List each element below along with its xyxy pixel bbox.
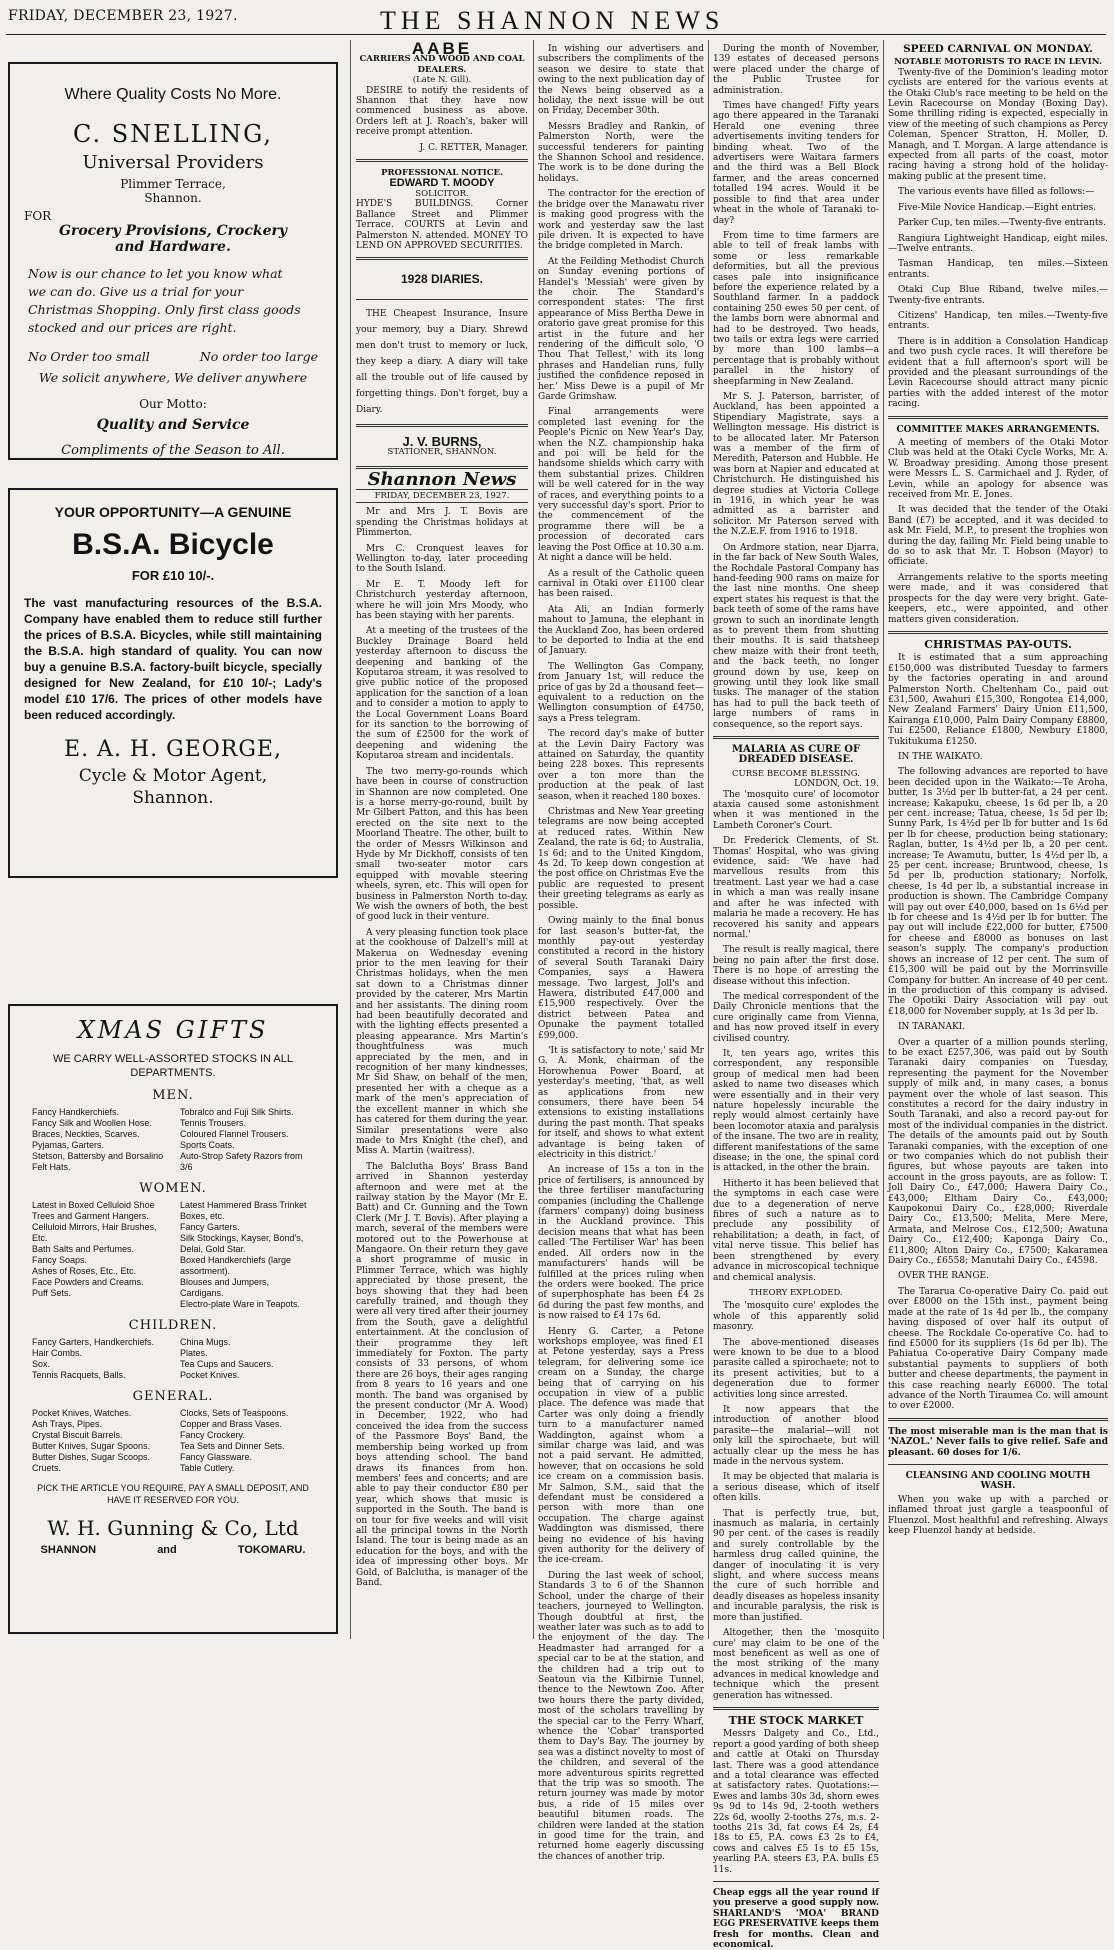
news-paragraph: During the month of November, 139 estates of deceased persons were placed under the charge of the Public Trustee for administration.: [713, 44, 879, 96]
column-2-paragraphs: [356, 507, 528, 1588]
theory-paragraphs: [713, 1301, 879, 1701]
news-paragraph: At the Feilding Methodist Church on Sunday evening portions of Handel's 'Messiah' were given by the choir. The Standard's correspondent states: 'The first appearance of Miss Bertha Dewe in oratorio gave great promise for this artist in the future and her rendering of the difficult solo, 'O Thou That Tellest,' with its long phrases and Handelian runs, fully justified the confidence reposed in her.' Miss Dewe is a pupil of Mr Garde Grimshaw.: [538, 256, 704, 402]
committee-paragraph: It was decided that the tender of the Otaki Band (£7) be accepted, and it was decided to ask Mr. Field, M.P., to present the trophies won during the day, failing Mr. Field being unable to do so to ask that Mr. T. Hobson (Mayor) to officiate.: [888, 505, 1108, 568]
news-paragraph: In wishing our advertisers and subscribers the compliments of the season we desire to state that owing to the next publication day of the News being observed as a holiday, the next issue will be out on Friday, December 30th.: [538, 44, 704, 117]
gift-item: Pyjamas, Garters.: [32, 1140, 105, 1150]
aabe-late: (Late N. Gill).: [412, 75, 472, 86]
news-paragraph: Mr E. T. Moody left for Christchurch yesterday afternoon, where he will join Mrs Moody, who has been staying with her parents.: [356, 579, 528, 621]
gift-item: Cruets.: [32, 1463, 62, 1473]
snelling-goods-1: Grocery Provisions, Crockery: [58, 223, 288, 239]
speed-paragraphs: [888, 68, 1108, 410]
gift-item: Crystal Biscuit Barrels.: [32, 1430, 123, 1440]
committee-paragraphs: [888, 438, 1108, 625]
gift-item: Fancy Handkerchiefs.: [32, 1107, 120, 1117]
malaria-paragraph: The 'mosquito cure' of locomotor ataxia caused some astonishment when it was mentioned in the Lambeth Coroner's Court.: [713, 789, 879, 831]
news-paragraph: Henry G. Carter, a Petone workshops employee, was fined £1 at Petone yesterday, says a Press telegram, for delivering some ice cream on a Sunday, the charge being that of carrying on his occupation in view of a public place. The defence was made that Carter was only doing a friendly turn to a manufacturer named Waddington, against whom a similar charge was laid, and was not a paid servant. He admitted, however, that on occasions he sold ice cream on a commission basis. Mr Salmon, S.M., said that the defendant must be considered a person with more than one occupation. The charge against Waddington was dismissed, there being no evidence of his having given authority for the delivery of the ice-cream.: [538, 1326, 704, 1566]
column-4-paragraphs: [713, 44, 879, 730]
gift-item: Plates.: [180, 1348, 208, 1358]
gift-item: Fancy Crockery.: [180, 1430, 245, 1440]
gift-section-list: [10, 1337, 336, 1381]
speed-headline: SPEED CARNIVAL ON MONDAY.: [903, 43, 1093, 55]
gift-item: Tea Sets and Dinner Sets.: [180, 1441, 285, 1451]
news-paragraph: The Balclutha Boys' Brass Band arrived in Shannon yesterday afternoon and were met at the railway station by the Mayor (Mr E. Batt) and Cr. Gunning and the Town Clerk (Mr J. T. Bovis). After playing a march, several of the members were motored out to the Powerhouse at Mangaore. On their return they gave a short programme of music in Plimmer Terrace, which was highly appreciated by those present, the boys showing that they had been carefully trained, and though they were all very tired after their journey from the South, gave a delightful entertainment. At the conclusion of their programme they left immediately for Foxton. The party consists of 33 persons, of whom there are 26 boys, their ages ranging from 8 years to 16 years and one month. The band was organised by the present conductor (Mr A. Wood) in December, 1922, who had conceived the idea from the success of the Passmore Boys' Band, the membership being worked up from boys attending school. The band draws its finances from hon. members' fees and concerts; and are able to pay their conductor £80 per year, which shows that music is supported in the South. The band is on tour for five weeks and will visit all the principal towns in the North Island. The tour is being made as an education for the boys, and with the idea of impressing other boys. Mr Gold, of Balclutha, is manager of the Band.: [356, 1161, 528, 1588]
bsa-agent: E. A. H. GEORGE,: [64, 737, 282, 762]
snelling-pitch-line: Now is our chance to let you know what: [28, 266, 283, 281]
news-paragraph: A very pleasing function took place at the cookhouse of Dalzell's mill at Makerua on Wednesday evening prior to the men leaving for their Christmas holidays, when the men sat down to a Christmas dinner provided by the caterer, Mrs Martin and her assistants. The dining room had been beautifully decorated and with the lighting effects presented a pleasing appearance. Mrs Martin's thoughtfulness was much appreciated by the men, and in recognition of her many kindnesses, Mr Sid Shaw, on behalf of the men, presented her with a cheque as a mark of the men's appreciation of the excellent manner in which she has catered for them during the year. Similar presentations were also made to Mrs Knight (the chef), and Miss A. Martin (waitress).: [356, 927, 528, 1157]
snelling-name: C. SNELLING,: [72, 120, 274, 148]
gift-item: Bath Salts and Perfumes.: [32, 1244, 135, 1254]
snelling-address-2: Shannon.: [144, 191, 202, 205]
payouts-paragraph: The Tararua Co-operative Dairy Co. paid out over £8000 on the 15th inst., payment being made at the rate of 1s 4d per lb., the company having disposed of over half its output of cheese. The Rockdale Co-operative Co. had to find £5000 for its suppliers (1s 6d per lb). The Pahiatua Co-operative Dairy Company made substantial payments to suppliers of both butter and cheese departments, the payment in this case reaching nearly £6000. The total advance of the North Tiraumea Co. will amount to over £2000.: [888, 1286, 1108, 1412]
xmas-title: XMAS GIFTS: [77, 1016, 269, 1044]
gift-item: Hair Combs.: [32, 1348, 83, 1358]
speed-paragraph: Five-Mile Novice Handicap.—Eight entries.: [898, 202, 1097, 213]
column-2: [356, 39, 528, 1634]
burns-role: STATIONER, SHANNON.: [387, 447, 497, 458]
speed-paragraph: Parker Cup, ten miles.—Twenty-five entrants.: [898, 218, 1106, 229]
gift-item: Table Cutlery.: [180, 1463, 235, 1473]
snelling-goods-2: and Hardware.: [115, 239, 231, 255]
gift-item: Latest Hammered Brass Trinket Boxes, etc.: [180, 1200, 307, 1221]
payouts-headline: CHRISTMAS PAY-OUTS.: [924, 637, 1072, 651]
news-paragraph: Owing mainly to the final bonus for last season's butter-fat, the monthly pay-out yesterday constituted a record in the history of several South Taranaki Dairy Companies, says a Hawera message. Two largest, Joll's and Hawera, distributed £47,000 and £15,900 respectively. Over the district between Patea and Opunake the payment totalled £99,000.: [538, 916, 704, 1041]
payouts-paragraph: It is estimated that a sum approaching £150,000 was distributed Tuesday to farmers by the factories operating in and around Palmerston North. Cheltenham Co., paid out £31,500, Awahuri £15,300, Rongotea £14,000, New Zealand Farmers' Dairy Union £11,500, Kairanga £10,000, Palm Dairy Company £8800, Tui £2500, Reliance £1800, Newbury £1800, Tukitukuma £1250.: [888, 653, 1108, 747]
snelling-pitch-line: stocked and our prices are right.: [28, 320, 237, 335]
gift-item: Puff Sets.: [32, 1288, 71, 1298]
news-paragraph: Messrs Bradley and Rankin, of Palmerston North, were the successful tenderers for painting the Shannon School and residence. The work is to be done during the holidays.: [538, 121, 704, 184]
gift-item: Sox.: [32, 1359, 51, 1369]
payouts-paragraph: Over a quarter of a million pounds sterling, to be exact £257,306, was paid out by South Taranaki dairy companies on Tuesday, representing the payment for the November supply of milk and, in many cases, a bonus payment over the whole of last season. This constitutes a record for the dairy industry in South Taranaki, and also a record pay-out for most of the individual companies in the district. The details of the amounts paid out by South Taranaki companies, with the exception of one or two companies which do not publish their figures, but whose payouts are taken into account in the gross payouts, are as follow: T. Joll Dairy Co., £47,000; Hawera Dairy Co., £43,000; Eltham Dairy Co., £43,000; Kaupokonui Dairy Co., £28,000; Riverdale Dairy Co., £13,500; Melita, Mere Mere, Armata, and Melrose Cos., £12,500; Awatuna Dairy Co., £12,400; Kaponga Dairy Co., £11,800; Alton Dairy Co., £7500; Kakaramea Dairy Co., £6558; Manutahi Dairy Co., £4598.: [888, 1037, 1108, 1267]
snelling-solicit: We solicit anywhere, We deliver anywhere: [38, 370, 308, 385]
speed-paragraph: The various events have filled as follows:—: [898, 187, 1095, 198]
malaria-subhead: CURSE BECOME BLESSING.: [732, 768, 860, 779]
news-paragraph: 'It is satisfactory to note,' said Mr G. A. Monk, chairman of the Horowhenua Power Board, at yesterday's meeting, 'that, as well as applications from new consumers, there have been 54 extensions to existing installations during the past month. That speaks for itself, and shows to what extent advantage is being taken of electricity in this district.': [538, 1045, 704, 1161]
gift-section-list: [10, 1107, 336, 1173]
gift-item: Fancy Soaps.: [32, 1255, 88, 1265]
news-paragraph: Final arrangements were completed last evening for the People's Picnic on New Year's Day, when the N.Z. championship haka and poi will be held for the handsome shields which carry with them substantial prizes. Children will be well catered for in the way of races, and everything points to a very successful day's sport. Prior to the commencement of the programme there will be a procession of decorated cars leaving the Post Office at 10.30 a.m. At night a dance will be held.: [538, 407, 704, 564]
gift-item: Pocket Knives.: [180, 1370, 240, 1380]
gift-section-list: [10, 1200, 336, 1310]
bsa-price: FOR £10 10/-.: [131, 568, 215, 583]
xmas-gifts-advert: [8, 1004, 338, 1634]
gift-item: Braces, Neckties, Scarves.: [32, 1129, 140, 1139]
news-paragraph: An increase of 15s a ton in the price of fertilisers, is announced by the three fertiliser manufacturing companies (including the Challenge (farmers' company) doing business in the Auckland province. This decision means that what has been called 'The Fertiliser War' has been ended. All orders now in the manufacturers' hands will be fulfilled at the prices ruling when the orders were booked. The price of superphosphate has been £4 2s 6d during the past few months, and is now raised to £4 17s 6d.: [538, 1165, 704, 1322]
payouts-paragraph: IN TARANAKI.: [898, 1022, 966, 1033]
xmas-town-2: TOKOMARU.: [237, 1544, 306, 1556]
bsa-opportunity: YOUR OPPORTUNITY—A GENUINE: [54, 504, 292, 520]
gift-item: Fancy Garters, Handkerchiefs.: [32, 1337, 155, 1347]
payouts-paragraph: IN THE WAIKATO.: [898, 751, 983, 762]
column-5: [888, 44, 1108, 1634]
theory-paragraph: That is perfectly true, but, inasmuch as malaria, in certainly 90 per cent. of the cases is readily and surely controllable by the harmless drug called quinine, the danger of inoculating it is very slight, and where success means the cure of such horrible and deadly diseases as hopeless insanity and incurable paralysis, the risk is more than justified.: [713, 1508, 879, 1623]
gift-item: Silk Stockings, Kayser, Bond's, Delai, Gold Star.: [180, 1233, 304, 1254]
snelling-pitch-line: Christmas Shopping. Only first class goods: [28, 302, 301, 317]
bsa-role: Cycle & Motor Agent,: [78, 766, 268, 786]
snelling-orders: [10, 337, 336, 364]
news-paragraph: Christmas and New Year greeting telegrams are now being accepted at reduced rates. Within New Zealand, the rate is 6d; to Australia, 1s 6d; and to the United Kingdom, 4s 2d. To keep down congestion at the post office on Christmas Eve the public are requested to present their greeting telegrams as early as possible.: [538, 807, 704, 911]
malaria-paragraph: Dr. Frederick Clements, of St. Thomas' Hospital, who was giving evidence, said: 'We have had marvellous results from this treatment. Last year we had a case in which a man was really insane and after he was infected with malaria he made a recovery. He has recovered his sanity and appears normal.': [713, 836, 879, 940]
snelling-motto-label: Our Motto:: [139, 397, 207, 411]
malaria-paragraph: It, ten years ago, writes this correspondent, any responsible group of medical men had been asked to name two diseases which were essentially and in their very nature hopelessly incurable the reply would almost certainly have been locomotor ataxia and paralysis of the insane. The two are in reality, different manifestations of the same disease; in the one, the spinal cord is attacked, in the other the brain.: [713, 1048, 879, 1174]
payouts-paragraphs: [888, 653, 1108, 1411]
news-paragraph: The two merry-go-rounds which have been in course of construction in Shannon are now completed. One is a horse merry-go-round, built by Mr Gilbert Patton, and this has been erected on the site next to the Moorland Theatre. The other, built to the order of Messrs Wilkinson and Hyde by Mr Dickhoff, consists of ten small two-seater motor cars equipped with movable steering wheels, syren, etc. This will open for business in Palmerston North to-day. We wish the owners of both, the best of good luck in their venture.: [356, 766, 528, 923]
snelling-tagline: Where Quality Costs No More.: [64, 86, 282, 103]
egg-advert: Cheap eggs all the year round if you preserve a good supply now. SHARLAND'S 'MOA' BRAND EGG PRESERVATIVE keeps them fresh for months. Clean and economical.: [713, 1888, 879, 1950]
news-paragraph: At a meeting of the trustees of the Buckley Drainage Board held yesterday afternoon to discuss the deepening and banking of the Koputaroa stream, it was resolved to give public notice of the proposed application for the sanction of a loan and to consider a motion to apply to the Local Government Loans Board for its sanction to the borrowing of the sum of £2500 for the work of deepening and widening the Koputaroa stream and incidentals.: [356, 626, 528, 762]
diaries-title: 1928 DIARIES.: [400, 272, 484, 287]
speed-paragraph: Citizens' Handicap, ten miles.—Twenty-five entrants.: [888, 310, 1108, 332]
news-paragraph: Times have changed! Fifty years ago there appeared in the Taranaki Herald one evening three advertisements inviting tenders for binding wheat. Two of the advertisers were Waitara farmers and the third was a Bell Block farmer, and the areas concerned totalled 194 acres. Would it be possible to find that area under wheat in the whole of Taranaki to-day?: [713, 101, 879, 226]
gift-item: Fancy Glassware.: [180, 1452, 253, 1462]
xmas-sections: [10, 1088, 336, 1474]
snelling-pitch: [10, 255, 336, 337]
diaries-body: THE Cheapest Insurance, Insure your memory, buy a Diary. Shrewd men don't trust to memory or luck, they keep a diary. A diary will take all the trouble out of life caused by forgetting things. Don't forget, buy a Diary.: [356, 308, 528, 415]
gift-item: Face Powders and Creams.: [32, 1277, 144, 1287]
news-paragraph: On Ardmore station, near Djarra, in the far back of New South Wales, the Rochdale Pastoral Company has hand-feeding 900 rams on maize for the last nine months. One sheep expert states his request is that the back teeth of some of the rams have grown to such an inordinate length as to prevent them from shutting their mouths. It is said thatsheep chew maize with their front teeth, and the back teeth, no longer ground down by use, keep on growing until they look like small tusks. The manager of the station has had to pull the back teeth of large numbers of rams in consequence, so the report says.: [713, 542, 879, 730]
moody-body: HYDE'S BUILDINGS. Corner Ballance Street and Plimmer Terrace. COURTS at Levin and Palmerston N. attended. MONEY TO LEND ON APPROVED SECURITIES.: [356, 199, 528, 251]
committee-paragraph: Arrangements relative to the sports meeting were made, and it was considered that prospects for the day were very bright. Gate-keepers, etc., were appointed, and other matters given consideration.: [888, 572, 1108, 625]
column-4: [713, 44, 879, 1950]
gift-item: Tennis Trousers.: [180, 1118, 247, 1128]
bsa-product: B.S.A. Bicycle: [72, 528, 274, 561]
xmas-stock: WE CARRY WELL-ASSORTED STOCKS IN ALL DEPARTMENTS.: [52, 1053, 294, 1079]
theory-paragraph: It now appears that the introduction of another blood parasite—the malarial—will not only kill the spirochaete, but will actually clear up the mess he has made in the nervous system.: [713, 1404, 879, 1467]
gift-item: Coloured Flannel Trousers.: [180, 1129, 289, 1139]
xmas-town-1: SHANNON: [40, 1544, 97, 1556]
gift-item: Tobralco and Fuji Silk Shirts.: [180, 1107, 294, 1117]
column-rule: [708, 40, 709, 1639]
gift-section-heading: MEN.: [152, 1088, 194, 1103]
stock-market-headline: THE STOCK MARKET: [728, 1713, 864, 1727]
malaria-headline: MALARIA AS CURE OF DREADED DISEASE.: [731, 744, 861, 766]
masthead-rule: [6, 34, 1106, 35]
aabe-title: AABE: [411, 39, 473, 58]
snelling-pitch-line: we can do. Give us a trial for your: [28, 284, 244, 299]
news-paragraph: Ata Ali, an Indian formerly mahout to Jamuna, the elephant in the Auckland Zoo, has been ordered to be deported to India at the end of January.: [538, 604, 704, 657]
gift-item: Butter Knives, Sugar Spoons.: [32, 1441, 151, 1451]
paper-title: Shannon News: [367, 468, 517, 490]
column-rule: [533, 40, 534, 1639]
theory-headline: THEORY EXPLODED.: [749, 1287, 843, 1298]
speed-paragraph: Twenty-five of the Dominion's leading motor cyclists are entered for the various events at the Otaki Club's race meeting to be held on the Levin Racecourse on Monday (Boxing Day). Some thrilling riding is expected, especially in view of the meeting of such champions as Percy Coleman, Spencer Stratton, H. Moller, D. Managh, and T. Morgan. A large attendance is expected from all parts of the coast, motor racing having a strong hold of the holiday-making public at the present time.: [888, 67, 1108, 182]
snelling-motto: Quality and Service: [96, 417, 250, 433]
gift-item: Fancy Silk and Woollen Hose.: [32, 1118, 152, 1128]
xmas-firm: W. H. Gunning & Co, Ltd: [47, 1516, 299, 1540]
gift-item: Latest in Boxed Celluloid Shoe Trees and Garment Hangers.: [32, 1200, 155, 1221]
column-rule: [883, 40, 884, 1639]
fluenzol-headline: CLEANSING AND COOLING MOUTH WASH.: [905, 1470, 1091, 1492]
gift-item: Celluloid Mirrors, Hair Brushes, Etc.: [32, 1222, 157, 1243]
malaria-dateline: LONDON, Oct. 19.: [794, 779, 879, 790]
snelling-address-1: Plimmer Terrace,: [120, 177, 226, 191]
theory-paragraph: Altogether, then the 'mosquito cure' may claim to be one of the most beneficent as well as one of the most striking of the many advances in medical knowledge and technique which the present generation has witnessed.: [713, 1628, 879, 1701]
gift-item: Sports Coats.: [180, 1140, 235, 1150]
xmas-and: and: [157, 1544, 177, 1556]
gift-item: Fancy Garters.: [180, 1222, 240, 1232]
gift-item: Ash Trays, Pipes.: [32, 1419, 103, 1429]
speed-paragraph: Otaki Cup Blue Riband, twelve miles.—Twenty-five entrants.: [888, 285, 1108, 306]
aabe-body: DESIRE to notify the residents of Shannon that they have now commenced business as above. Orders left at J. Roach's, baker will receive prompt attention.: [356, 85, 528, 138]
xmas-towns: [10, 1544, 336, 1556]
malaria-paragraph: The result is really magical, there being no pain after the first dose. There is no hope of arresting the disease without this infection.: [713, 945, 879, 987]
aabe-sign: J. C. RETTER, Manager.: [419, 142, 528, 153]
snelling-compliments: Compliments of the Season to All.: [61, 443, 285, 458]
gift-item: Ashes of Roses, Etc., Etc.: [32, 1266, 137, 1276]
theory-paragraph: It may be objected that malaria is a serious disease, which of itself often kills.: [713, 1472, 879, 1504]
gift-item: Boxed Handkerchiefs (large assortment).: [180, 1255, 292, 1276]
gift-item: Stetson, Battersby and Borsalino Felt Hats.: [32, 1151, 164, 1172]
news-paragraph: As a result of the Catholic queen carnival in Otaki over £1100 clear has been raised.: [538, 568, 704, 600]
stock-market-body: Messrs Dalgety and Co., Ltd., report a good yarding of both sheep and cattle at Otaki on Thursday last. There was a good attendance and a total clearance was effected at satisfactory rates. Quotations:—Ewes and lambs 30s 3d, shorn ewes 9s 9d to 14s 9d, 2-tooth wethers 22s 6d, woolly 2-tooths 27s, m.s. 2-tooths 21s 3d, fat cows £4 2s, £4 18s to £5, P.A. cows £3 2s to £4, cows and calves £5 1s to £5 15s, yearling P.A. steers £3, P.A. bulls £5 11s.: [713, 1729, 879, 1875]
bsa-town: Shannon.: [132, 788, 214, 808]
news-paragraph: The Wellington Gas Company, from January 1st, will reduce the price of gas by 2d a thousand feet—equivalent to a reduction on the Wellington consumption of £4750, says a Press telegram.: [538, 661, 704, 724]
column-3-paragraphs: [538, 44, 704, 1862]
snelling-order-large: No order too large: [199, 349, 318, 364]
snelling-order-small: No Order too small: [28, 349, 150, 364]
speed-paragraph: Rangiura Lightweight Handicap, eight miles.—Twelve entrants.: [888, 233, 1108, 254]
news-paragraph: The contractor for the erection of the bridge over the Manawatu river is making good progress with the work and yesterday saw the last pile driven. It is expected to have the bridge completed in March.: [538, 189, 704, 252]
committee-headline: COMMITTEE MAKES ARRANGEMENTS.: [896, 424, 1100, 435]
gift-item: Copper and Brass Vases.: [180, 1419, 282, 1429]
theory-paragraph: The above-mentioned diseases were known to be due to a blood parasite called a spirochaete; not to its present activities, but to a degeneration due to former activities long since arrested.: [713, 1337, 879, 1400]
news-paragraph: The record day's make of butter at the Levin Dairy Factory was attained on Saturday, the quantity being 228 boxes. This represents over a ton more than the production at the peak of last season, when it reached 180 boxes.: [538, 729, 704, 802]
moody-name: EDWARD T. MOODY: [389, 177, 495, 190]
speed-subhead: NOTABLE MOTORISTS TO RACE IN LEVIN.: [894, 57, 1102, 68]
gift-section-heading: CHILDREN.: [128, 1318, 218, 1333]
news-paragraph: Mr S. J. Paterson, barrister, of Auckland, has been appointed a Stipendiary Magistrate, says a Wellington message. His district is to be allocated later. Mr Paterson was a member of the firm of Meredith, Paterson and Hubble. He was born at Napier and educated at Christchurch. He distinguished his degree studies at Victoria College in 1916, in which year he was admitted as a barrister and solicitor. Mr Paterson served with the N.Z.E.F. from 1916 to 1918.: [713, 392, 879, 538]
malaria-paragraph: The medical correspondent of the Daily Chronicle mentions that the cure originally came from Vienna, and has now proved itself in every civilised country.: [713, 991, 879, 1044]
nazol-advert: The most miserable man is the man that is 'NAZOL.' Never fails to give relief. Safe and pleasant. 60 doses for 1/6.: [888, 1426, 1108, 1458]
bsa-advert: [8, 488, 338, 878]
gift-item: China Mugs.: [180, 1337, 231, 1347]
news-paragraph: During the last week of school, Standards 3 to 6 of the Shannon School, under the charge of their teachers, journeyed to Wellington. Though doubtful at first, the weather later was such as to add to the enjoyment of the day. The Headmaster had arranged for a special car to be at the station, and the children had a trip out to Seatoun via the Kilbirnie Tunnel, thence to the Newtown Zoo. After two hours there the party divided, most of the scholars travelling by the special car to the Ferry Wharf, whence the 'Cobar' transported them to Day's Bay. The journey by sea was a distinct novelty to most of the children, and several of the more adventurous spirits regretted that the trip was so smooth. The return journey was made by motor bus, a ride of 15 miles over beautiful bitumen roads. The children were landed at the station in good time for the train, and returned home eagerly discussing the chances of another trip.: [538, 1570, 704, 1862]
gift-item: Blouses and Jumpers, Cardigans.: [180, 1277, 270, 1298]
issue-date: FRIDAY, DECEMBER 23, 1927.: [8, 8, 238, 24]
gift-item: Clocks, Sets of Teaspoons.: [180, 1408, 289, 1418]
gift-section-list: [10, 1408, 336, 1474]
payouts-paragraph: OVER THE RANGE.: [898, 1271, 989, 1282]
news-paragraph: Mr and Mrs J. T. Bovis are spending the Christmas holidays at Plimmerton.: [356, 507, 528, 539]
aabe-sub: CARRIERS AND WOOD AND COAL DEALERS.: [359, 54, 525, 75]
news-paragraph: From time to time farmers are able to tell of freak lambs with some or less remarkable deformities, but all the previous cases pale into insignificance before the experience related by a Southland farmer. In a paddock containing 250 ewes 50 per cent. of the lambs born were abnormal and had to be destroyed. Two heads, two tails or extra legs were carried by more than 100 lambs—a percentage that is probably without parallel in the history of sheepfarming in New Zealand.: [713, 230, 879, 387]
newspaper-title: THE SHANNON NEWS: [380, 6, 725, 35]
paper-date: FRIDAY, DECEMBER 23, 1927.: [356, 489, 528, 503]
theory-paragraph: The 'mosquito cure' explodes the whole of this apparently solid masonry.: [713, 1301, 879, 1333]
snelling-title: Universal Providers: [82, 152, 264, 173]
news-paragraph: Mrs C. Cronquest leaves for Wellington to-day, later proceeding to the South Island.: [356, 543, 528, 575]
snelling-for: FOR: [24, 209, 52, 223]
gift-item: Tennis Racquets, Balls.: [32, 1370, 126, 1380]
gift-item: Pocket Knives, Watches.: [32, 1408, 132, 1418]
prof-notice: PROFESSIONAL NOTICE.: [381, 168, 503, 179]
gift-section-heading: WOMEN.: [139, 1181, 207, 1196]
gift-item: Electro-plate Ware in Teapots.: [180, 1299, 301, 1309]
xmas-deposit: PICK THE ARTICLE YOU REQUIRE, PAY A SMALL DEPOSIT, AND HAVE IT RESERVED FOR YOU.: [37, 1483, 309, 1505]
committee-paragraph: A meeting of members of the Otaki Motor Club was held at the Otaki Cycle Works, Mr. A. W. Broadway presiding. Among those present were Messrs L. S. Carmichael and J. Ryder, of Levin, while an apology for absence was received from Mr. E. Jones.: [888, 438, 1108, 501]
payouts-paragraph: The following advances are reported to have been decided upon in the Waikato:—Te Aroha, butter, 1s 3½d per lb butter-fat, a 24 per cent. increase; Kakapuku, cheese, 1s 6d per lb, a 20 per cent. increase; Tatua, cheese, 1s 5d per lb; Sunny Park, 1s 4½d per lb for butter and 1s 6d per lb for cheese, production being stationary; Raglan, butter, 1s 4½d per lb, a 20 per cent. increase; Te Awamutu, butter, 1s 4½d per lb, a 25 per cent. increase; Bruntwood, cheese, 1s 5d per lb, production stationary; Norfolk, cheese, 1s 4d per lb, a substantial increase in production is shown. The Cambridge Company will pay out over £40,000, based on 1s 6½d per lb for cheese and 1s 4½d per lb for butter. The pay out will include £22,000 for butter, £7500 for cheese and £8000 as bonuses on last season's supply. The company's production shows an increase of 12 per cent. The sum of £15,300 will be paid out by the Morrinsville Company for butter. An increase of 40 per cent. in the production of this company is advised. The Opotiki Dairy Association will pay out £18,000 for November supply, at 1s 3d per lb.: [888, 767, 1108, 1017]
gift-item: Auto-Strop Safety Razors from 3/6: [180, 1151, 303, 1172]
gift-item: Tea Cups and Saucers.: [180, 1359, 274, 1369]
bsa-body: The vast manufacturing resources of the B.S.A. Company have enabled them to reduce still further the prices of B.S.A. Bicycles, while still maintaining the B.S.A. high standard of quality. You can now buy a genuine B.S.A. factory-built bicycle, specially designed for New Zealand, for £10 10/-; Lady's model £10 17/6. The prices of other models have been reduced accordingly.: [24, 596, 322, 722]
moody-role: SOLICITOR.: [415, 188, 469, 199]
snelling-advert: [8, 62, 338, 460]
malaria-paragraph: Hitherto it has been believed that the symptoms in each case were due to a degeneration of nerve fibres of such a nature as to preclude any possibility of rehabilitation; a death, in fact, of vital nerve tissue. This belief has been strengthened by every advance in microscopical technique and chemical analysis.: [713, 1178, 879, 1283]
burns-name: J. V. BURNS,: [402, 433, 482, 449]
speed-paragraph: Tasman Handicap, ten miles.—Sixteen entrants.: [888, 259, 1108, 280]
malaria-paragraphs: [713, 790, 879, 1283]
gift-item: Butter Dishes, Sugar Scoops.: [32, 1452, 151, 1462]
column-3: [538, 44, 704, 1862]
speed-paragraph: There is in addition a Consolation Handicap and two push cycle races. It will therefore be evident that a full afternoon's sport will be provided and the pleasant surroundings of the Levin Racecourse should attract many picnic parties with the added interest of the motor racing.: [888, 336, 1108, 410]
column-rule: [350, 40, 351, 1639]
fluenzol-advert: When you wake up with a parched or inflamed throat just gargle a teaspoonful of Fluenzol. Most healthful and refreshing. Always keep Fluenzol handy at bedside.: [888, 1494, 1108, 1536]
gift-section-heading: GENERAL.: [132, 1389, 214, 1404]
